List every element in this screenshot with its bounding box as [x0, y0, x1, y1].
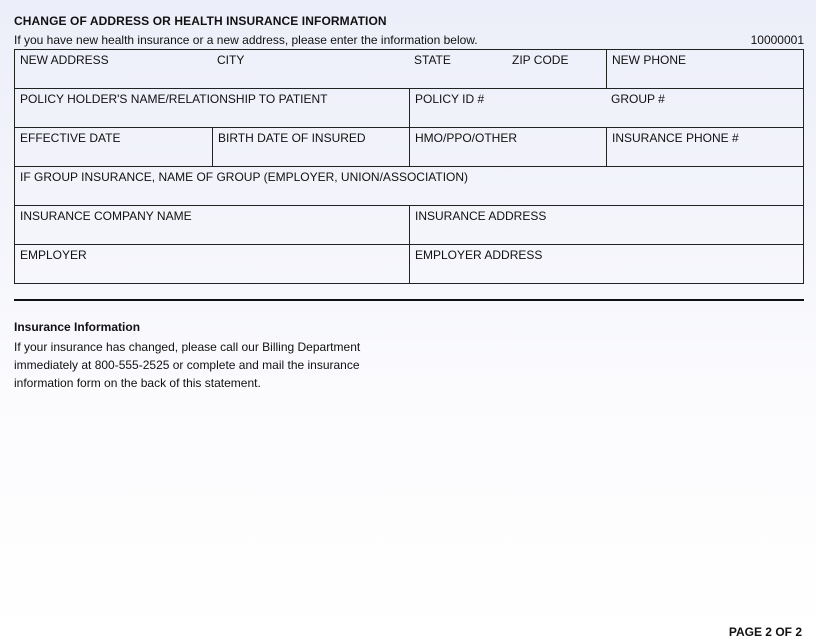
group-name-field[interactable]: [15, 167, 803, 205]
form-subline: [14, 33, 804, 47]
effective-date-field[interactable]: [15, 128, 213, 166]
address-change-form-section: [14, 14, 804, 284]
form-row-address: [15, 50, 803, 89]
employer-label: EMPLOYER: [20, 248, 87, 262]
hmo-ppo-other-field[interactable]: [410, 128, 607, 166]
insurance-info-text: [14, 338, 394, 392]
zip-code-label: ZIP CODE: [512, 53, 569, 67]
insurance-phone-label: INSURANCE PHONE #: [612, 131, 739, 145]
city-label: CITY: [217, 53, 245, 67]
new-phone-label: NEW PHONE: [612, 53, 687, 67]
insurance-address-label: INSURANCE ADDRESS: [415, 209, 547, 223]
account-number: 10000001: [750, 33, 804, 47]
insurance-company-field[interactable]: [15, 206, 410, 244]
section-divider: [14, 299, 804, 301]
insurance-info-title: Insurance Information: [14, 320, 141, 334]
effective-date-label: EFFECTIVE DATE: [20, 131, 121, 145]
page-number: PAGE 2 OF 2: [728, 625, 802, 639]
new-address-city-state-zip-field[interactable]: [15, 50, 607, 88]
form-grid: [14, 49, 804, 284]
insurance-company-label: INSURANCE COMPANY NAME: [20, 209, 192, 223]
group-label: GROUP #: [611, 92, 665, 106]
insurance-info-line: information form on the back of this statement.: [14, 376, 261, 390]
policy-holder-label: POLICY HOLDER'S NAME/RELATIONSHIP TO PATIENT: [20, 92, 328, 106]
form-instruction: If you have new health insurance or a new address, please enter the information below.: [14, 33, 478, 47]
policy-id-group-field[interactable]: [410, 89, 803, 127]
insurance-info-section: [14, 320, 394, 392]
form-row-effective: [15, 128, 803, 167]
state-label: STATE: [414, 53, 451, 67]
policy-holder-field[interactable]: [15, 89, 410, 127]
insurance-info-line: immediately at 800-555-2525 or complete and mail the insurance: [14, 358, 360, 372]
employer-address-field[interactable]: [410, 245, 803, 283]
new-address-label: NEW ADDRESS: [20, 53, 109, 67]
birth-date-insured-field[interactable]: [213, 128, 410, 166]
hmo-ppo-other-label: HMO/PPO/OTHER: [415, 131, 518, 145]
form-title: CHANGE OF ADDRESS OR HEALTH INSURANCE INFORMATION: [14, 14, 387, 28]
new-phone-field[interactable]: [607, 50, 803, 88]
form-row-group-name: [15, 167, 803, 206]
employer-field[interactable]: [15, 245, 410, 283]
form-row-policy: [15, 89, 803, 128]
policy-id-label: POLICY ID #: [415, 92, 485, 106]
birth-date-insured-label: BIRTH DATE OF INSURED: [218, 131, 366, 145]
employer-address-label: EMPLOYER ADDRESS: [415, 248, 543, 262]
form-row-employer: [15, 245, 803, 283]
form-row-insurance-company: [15, 206, 803, 245]
insurance-address-field[interactable]: [410, 206, 803, 244]
insurance-phone-field[interactable]: [607, 128, 803, 166]
group-name-label: IF GROUP INSURANCE, NAME OF GROUP (EMPLOYER, UNION/ASSOCIATION): [20, 170, 469, 184]
insurance-info-line: If your insurance has changed, please call our Billing Department: [14, 340, 361, 354]
